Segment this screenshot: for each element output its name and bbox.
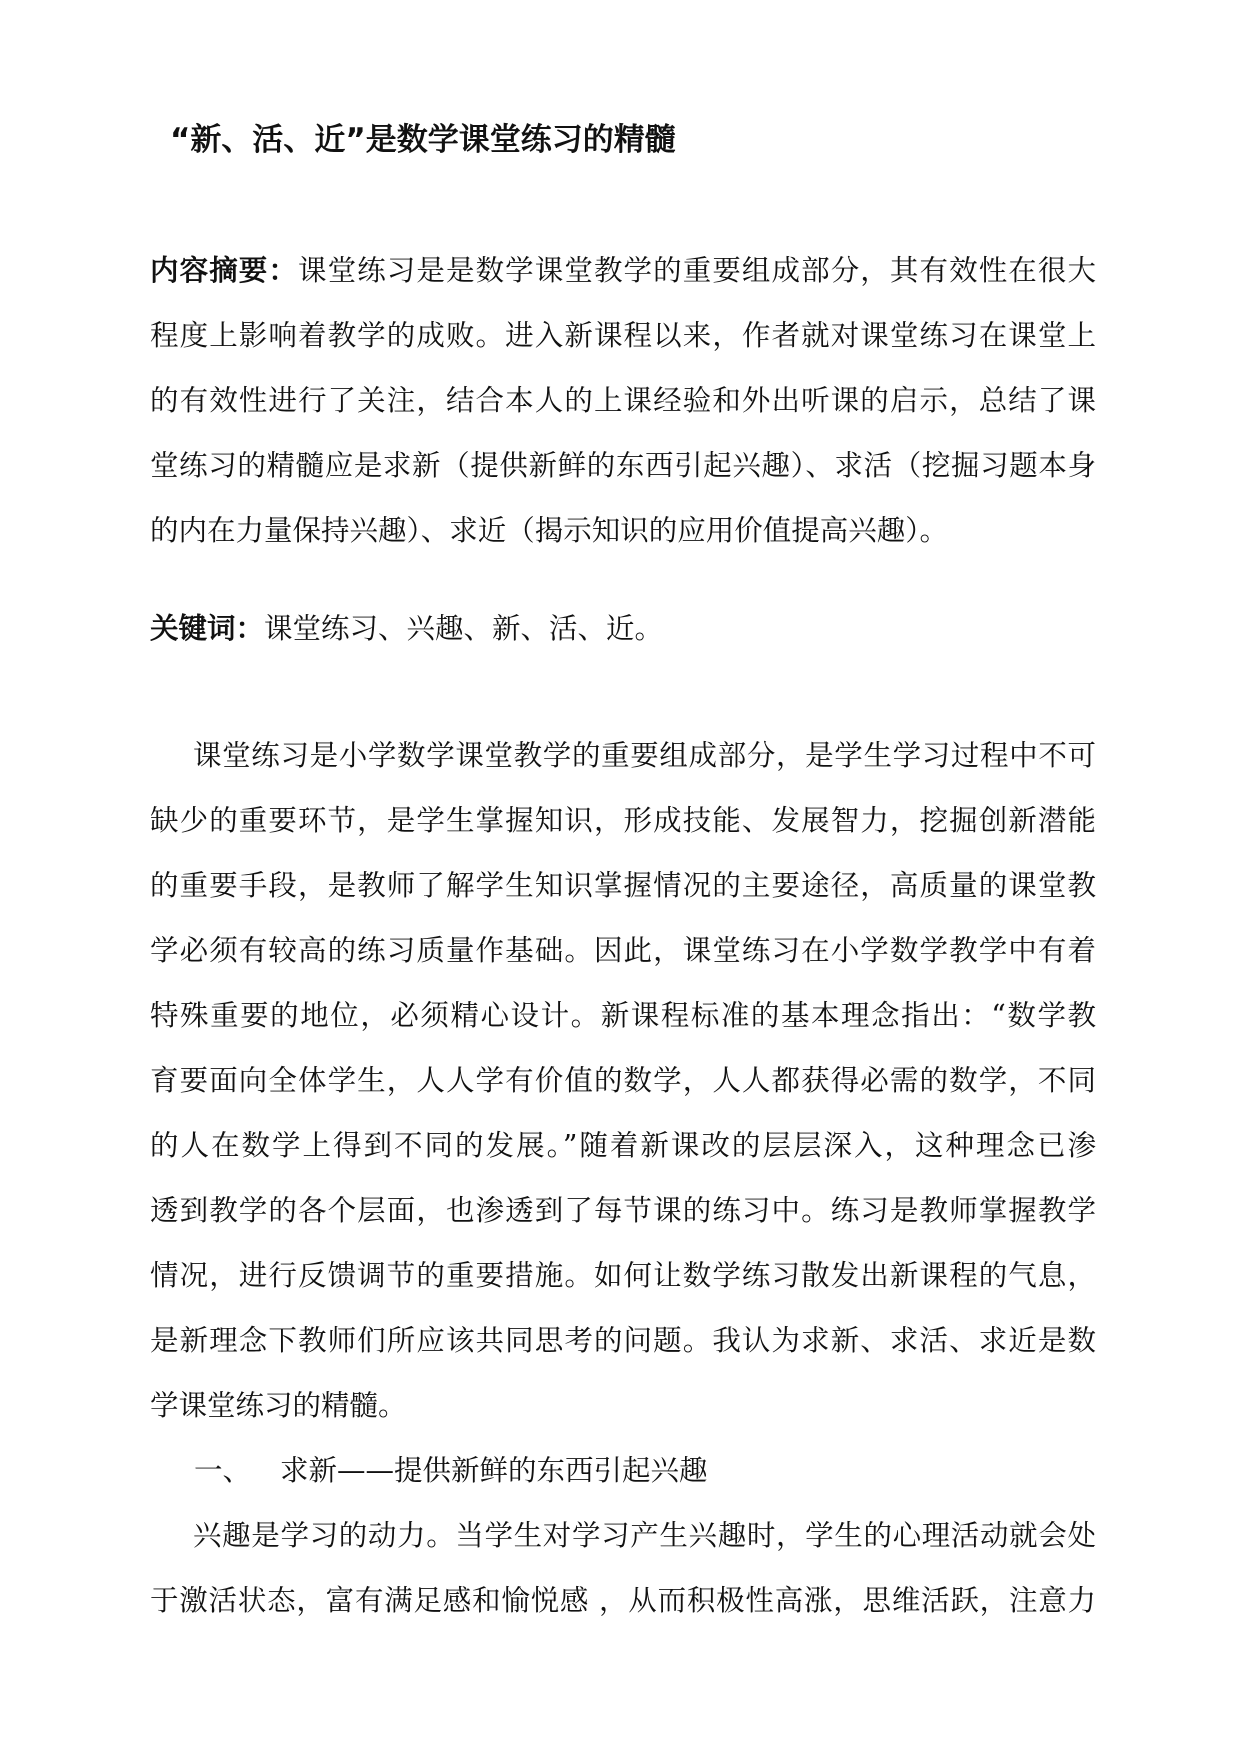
paragraph-line: 是新理念下教师们所应该共同思考的问题。我认为求新、求活、求近是数 — [150, 1324, 1096, 1357]
paragraph-line: 的人在数学上得到不同的发展。”随着新课改的层层深入，这种理念已渗 — [150, 1129, 1096, 1162]
section-heading-1 — [194, 1438, 708, 1503]
abstract-line: 的有效性进行了关注，结合本人的上课经验和外出听课的启示，总结了课 — [150, 384, 1096, 417]
abstract-line: 内容摘要：课堂练习是是数学课堂教学的重要组成部分，其有效性在很大 — [150, 254, 1096, 287]
paragraph-line: 情况，进行反馈调节的重要措施。如何让数学练习散发出新课程的气息， — [150, 1259, 1096, 1292]
abstract-line: 堂练习的精髓应是求新（提供新鲜的东西引起兴趣）、求活（挖掘习题本身 — [150, 449, 1096, 482]
paragraph-line: 育要面向全体学生，人人学有价值的数学，人人都获得必需的数学，不同 — [150, 1064, 1096, 1097]
section-heading-text: 求新——提供新鲜的东西引起兴趣 — [280, 1454, 708, 1487]
paragraph-line: 于激活状态，富有满足感和愉悦感 ，从而积极性高涨，思维活跃，注意力 — [150, 1584, 1096, 1617]
abstract-line: 程度上影响着教学的成败。进入新课程以来，作者就对课堂练习在课堂上 — [150, 319, 1096, 352]
paragraph-line: 兴趣是学习的动力。当学生对学习产生兴趣时，学生的心理活动就会处 — [193, 1519, 1096, 1552]
paragraph-line: 特殊重要的地位，必须精心设计。新课程标准的基本理念指出：“数学教 — [150, 999, 1096, 1032]
paragraph-line: 缺少的重要环节，是学生掌握知识，形成技能、发展智力，挖掘创新潜能 — [150, 804, 1096, 837]
keywords-text: 课堂练习、兴趣、新、活、近。 — [264, 612, 664, 645]
body-paragraph-1 — [150, 723, 1096, 1438]
paragraph-line: 学必须有较高的练习质量作基础。因此，课堂练习在小学数学教学中有着 — [150, 934, 1096, 967]
section-number: 一、 — [194, 1454, 252, 1487]
document-title: “新、活、近”是数学课堂练习的精髓 — [170, 122, 676, 158]
keywords-section — [150, 596, 1096, 661]
abstract-label: 内容摘要： — [150, 254, 298, 287]
abstract-line: 的内在力量保持兴趣）、求近（揭示知识的应用价值提高兴趣）。 — [150, 514, 949, 547]
keywords-line — [150, 596, 1096, 661]
paragraph-line: 学课堂练习的精髓。 — [150, 1389, 407, 1422]
keywords-label: 关键词： — [150, 612, 265, 645]
abstract-section — [150, 238, 1096, 563]
body-paragraph-2 — [150, 1503, 1096, 1633]
paragraph-line: 的重要手段，是教师了解学生知识掌握情况的主要途径，高质量的课堂教 — [150, 869, 1096, 902]
paragraph-line: 课堂练习是小学数学课堂教学的重要组成部分，是学生学习过程中不可 — [193, 739, 1096, 772]
paragraph-line: 透到教学的各个层面，也渗透到了每节课的练习中。练习是教师掌握教学 — [150, 1194, 1096, 1227]
